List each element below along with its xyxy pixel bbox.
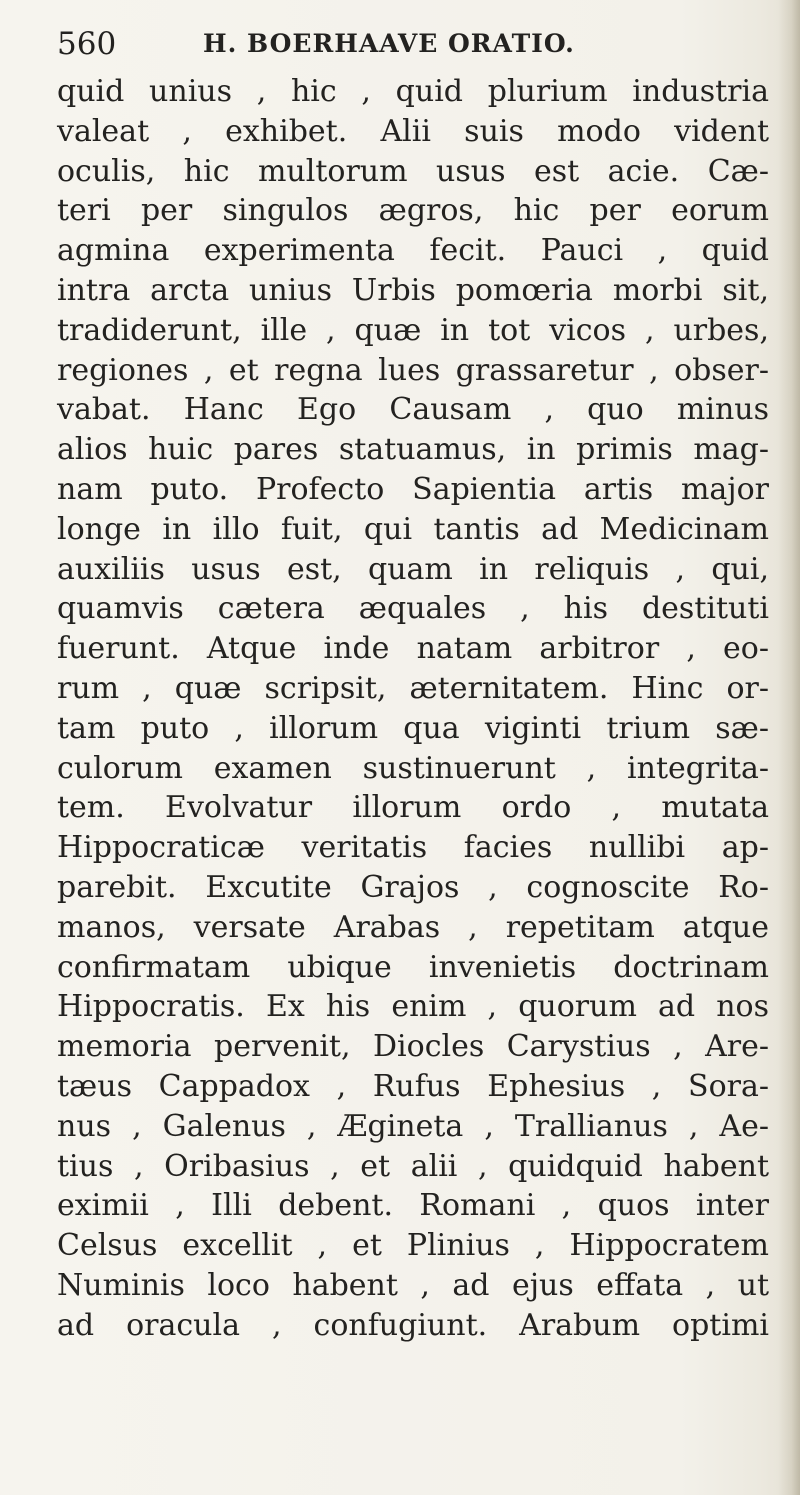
text-line: tradiderunt, ille , quæ in tot vicos , urbes, [57,312,769,348]
text-line: tam puto , illorum qua viginti trium sæ- [57,710,769,746]
running-head: H. BOERHAAVE ORATIO. [203,29,575,58]
text-line: ad oracula , confugiunt. Arabum optimi [57,1307,769,1343]
page-edge-shadow [778,0,800,1495]
text-line: memoria pervenit, Diocles Carystius , Are- [57,1029,769,1065]
text-line: Celsus excellit , et Plinius , Hippocratem [57,1228,769,1264]
text-line: alios huic pares statuamus, in primis mag- [57,432,769,468]
text-line: culorum examen sustinuerunt , integrita- [57,750,769,786]
text-line: fuerunt. Atque inde natam arbitror , eo- [57,631,769,667]
text-line: tem. Evolvatur illorum ordo , mutata [57,790,769,826]
text-line: manos, versate Arabas , repetitam atque [57,909,769,945]
text-line: valeat , exhibet. Alii suis modo vident [57,113,769,149]
text-line: Numinis loco habent , ad ejus effata , ut [57,1267,769,1303]
text-line: intra arcta unius Urbis pomœria morbi sit, [57,272,769,308]
text-line: vabat. Hanc Ego Causam , quo minus [57,392,769,428]
text-line: longe in illo fuit, qui tantis ad Medicinam [57,511,769,547]
text-line: Hippocraticæ veritatis facies nullibi ap- [57,830,769,866]
body-text [57,72,769,1346]
text-line: parebit. Excutite Grajos , cognoscite Ro- [57,869,769,905]
text-line: regiones , et regna lues grassaretur , obser- [57,352,769,388]
text-line: confirmatam ubique invenietis doctrinam [57,949,769,985]
text-line: quid unius , hic , quid plurium industria [57,74,769,109]
text-line: oculis, hic multorum usus est acie. Cæ- [57,153,769,189]
text-line: nus , Galenus , Ægineta , Trallianus , Ae- [57,1108,769,1144]
page-number: 560 [57,26,117,62]
text-line: auxiliis usus est, quam in reliquis , qui, [57,551,769,587]
page-header [57,24,757,64]
text-line: quamvis cætera æquales , his destituti [57,591,769,627]
text-line: tius , Oribasius , et alii , quidquid habent [57,1148,769,1184]
text-line: agmina experimenta fecit. Pauci , quid [57,233,769,269]
text-line: rum , quæ scripsit, æternitatem. Hinc or- [57,670,769,706]
text-line: nam puto. Profecto Sapientia artis major [57,471,769,507]
text-line: teri per singulos ægros, hic per eorum [57,193,769,229]
text-line: eximii , Illi debent. Romani , quos inter [57,1188,769,1224]
text-line: Hippocratis. Ex his enim , quorum ad nos [57,989,769,1025]
text-line: tæus Cappadox , Rufus Ephesius , Sora- [57,1068,769,1104]
